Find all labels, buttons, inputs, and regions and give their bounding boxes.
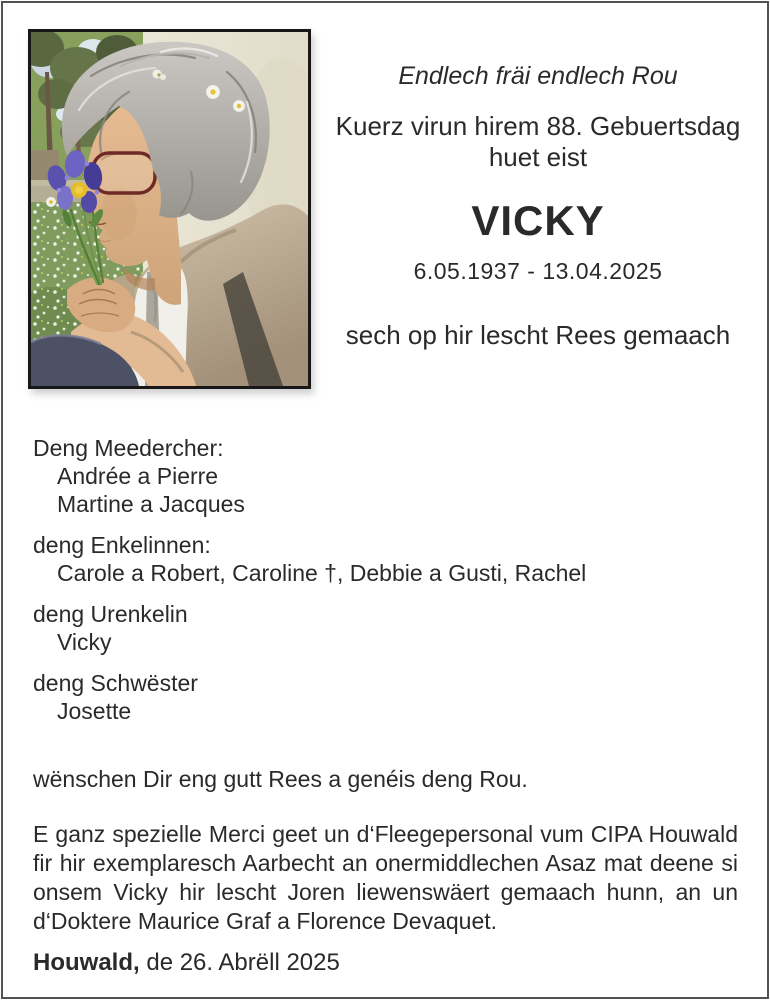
- portrait-photo-illustration: [31, 32, 308, 386]
- portrait-photo: [28, 29, 311, 389]
- family-member: Carole a Robert, Caroline †, Debbie a Gusti, Rachel: [57, 560, 587, 586]
- family-member: Andrée a Pierre: [57, 463, 219, 489]
- body-column: [33, 434, 738, 977]
- dateline: [33, 949, 738, 977]
- family-group-sister: [33, 669, 738, 725]
- family-relation-label: deng Urenkelin: [33, 601, 188, 627]
- motto-line: Endlech fräi endlech Rou: [398, 62, 678, 90]
- family-group-daughters: [33, 434, 738, 518]
- family-list: [33, 434, 738, 725]
- thanks-paragraph: E ganz spezielle Merci geet un d‘Fleegepersonal vum CIPA Houwald fir hir exemplaresch Aarbecht an onermiddlechen Asaz mat deene si onsem Vicky hir lescht Joren liewenswäert gemaach hunn, an un d‘Doktere Maurice Graf a Florence Devaquet.: [33, 821, 738, 934]
- wish-line: wënschen Dir eng gutt Rees a genéis deng Rou.: [33, 766, 528, 792]
- intro-lines: [312, 111, 764, 173]
- family-member: Josette: [57, 698, 132, 724]
- deceased-name: VICKY: [471, 197, 605, 244]
- closing-line: sech op hir lescht Rees gemaach: [345, 320, 731, 350]
- family-group-granddaughters: [33, 531, 738, 587]
- family-relation-label: deng Enkelinnen:: [33, 532, 211, 558]
- family-group-great-grandchild: [33, 600, 738, 656]
- family-member: Vicky: [57, 629, 112, 655]
- family-relation-label: Deng Meedercher:: [33, 435, 224, 461]
- family-relation-label: deng Schwëster: [33, 670, 198, 696]
- life-dates: 6.05.1937 - 13.04.2025: [413, 258, 663, 284]
- intro-line-2: huet eist: [488, 142, 588, 172]
- dateline-place: Houwald,: [33, 949, 140, 976]
- family-member: Martine a Jacques: [57, 491, 245, 517]
- dateline-date: de 26. Abrëll 2025: [139, 949, 340, 976]
- intro-line-1: Kuerz virun hirem 88. Gebuertsdag: [335, 111, 741, 141]
